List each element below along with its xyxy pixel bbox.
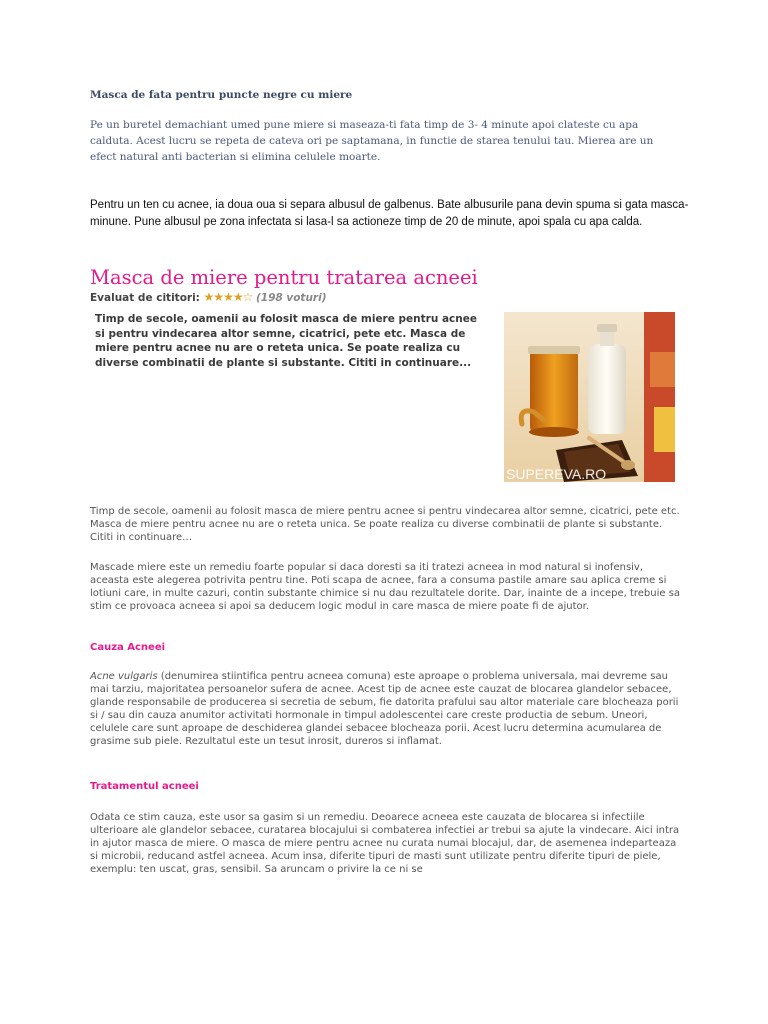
body-paragraph-1: Timp de secole, oamenii au folosit masca de miere pentru acnee si pentru vindecarea altor semne, cicatrici, pete etc. Masca de miere pentru acnee nu are o reteta unica. Se poate realiza cu diverse combinatii de plante si substante. Cititi in continuare… — [90, 506, 680, 543]
rating-label: Evaluat de cititori: — [90, 292, 200, 304]
intro-title: Masca de fata pentru puncte negre cu miere — [90, 89, 353, 101]
rating-stars-filled: ★★★★ — [203, 290, 243, 304]
body-paragraph-3 — [90, 670, 685, 748]
body-paragraph-4: Odata ce stim cauza, este usor sa gasim si un remediu. Deoarece acneea este cauzata de blocarea si infectiile ulterioare ale glandelor sebacee, curatarea blocajului si combaterea infectiei ar trebui sa ajute la vindecare. Aici intra in ajutor masca de miere. O masca de miere pentru acnee nu curata numai blocajul, dar, de asemenea indeparteaza si microbii, reducand astfel acneea. Acum insa, diferite tipuri de masti sunt utilizate pentru diferite tipuri de piele, exemplu: ten uscat, gras, sensibil. Sa aruncam o privire la ce ni se — [90, 812, 680, 875]
rating-stars-icon[interactable] — [204, 290, 253, 304]
body-paragraph-3-text: (denumirea stiintifica pentru acneea comuna) este aproape o problema universala, mai devreme sau mai tarziu, majoritatea persoanelor sufera de acnee. Acest tip de acnee este cauzat de blocarea glandelor sebacee, glande responsabile de producerea si secretia de sebum, fie datorita prafului sau altor materiale care blocheaza porii si / sau din cauza anumitor activitati hormonale in timpul adolescentei care creste productia de sebum. Uneori, celulele care sunt aproape de deschiderea glandei sebacee blocheaza porii. Acest lucru determina acumularea de grasime sub piele. Rezultatul este un tesut inrosit, dureros si inflamat. — [90, 671, 679, 747]
honey-jar-image — [504, 312, 675, 482]
egg-mask-paragraph: Pentru un ten cu acnee, ia doua oua si separa albusul de galbenus. Bate albusurile pana devin spuma si gata masca-minune. Pune albusul pe zona infectata si lasa-l sa actioneze timp de 20 de minute, apoi spala cu apa calda. — [90, 199, 689, 228]
treatment-heading: Tratamentul acneei — [90, 781, 199, 792]
rating-stars-empty: ☆ — [242, 290, 253, 304]
article-title[interactable]: Masca de miere pentru tratarea acneei — [90, 266, 478, 289]
image-watermark: SUPEREVA.RO — [506, 466, 607, 482]
article-summary: Timp de secole, oamenii au folosit masca de miere pentru acnee si pentru vindecarea altor semne, cicatrici, pete etc. Masca de miere pentru acnee nu are o reteta unica. Se poate realiza cu diverse combinatii de plante si substante. Cititi in continuare... — [95, 313, 477, 369]
body-paragraph-2: Mascade miere este un remediu foarte popular si daca doresti sa iti tratezi acneea in mod natural si inofensiv, aceasta este alegerea potrivita pentru tine. Poti scapa de acnee, fara a consuma pastile amare sau aplica creme si lotiuni care, in multe cazuri, contin substante chimice si nu dau rezultatele dorite. Dar, inainte de a incepe, trebuie sa stim ce provoaca acneea si apoi sa deducem logic modul in care masca de miere poate fi de ajutor. — [90, 562, 681, 612]
intro-paragraph: Pe un buretel demachiant umed pune miere si maseaza-ti fata timp de 3- 4 minute apoi clateste cu apa calduta. Acest lucru se repeta de cateva ori pe saptamana, in functie de starea tenului tau. Mierea are un efect natural anti bacterian si elimina celulele moarte. — [90, 119, 654, 163]
acne-vulgaris-term: Acne vulgaris — [90, 671, 158, 682]
cause-heading: Cauza Acneei — [90, 642, 166, 653]
rating-votes: (198 voturi) — [256, 292, 327, 304]
rating-row — [90, 290, 327, 304]
